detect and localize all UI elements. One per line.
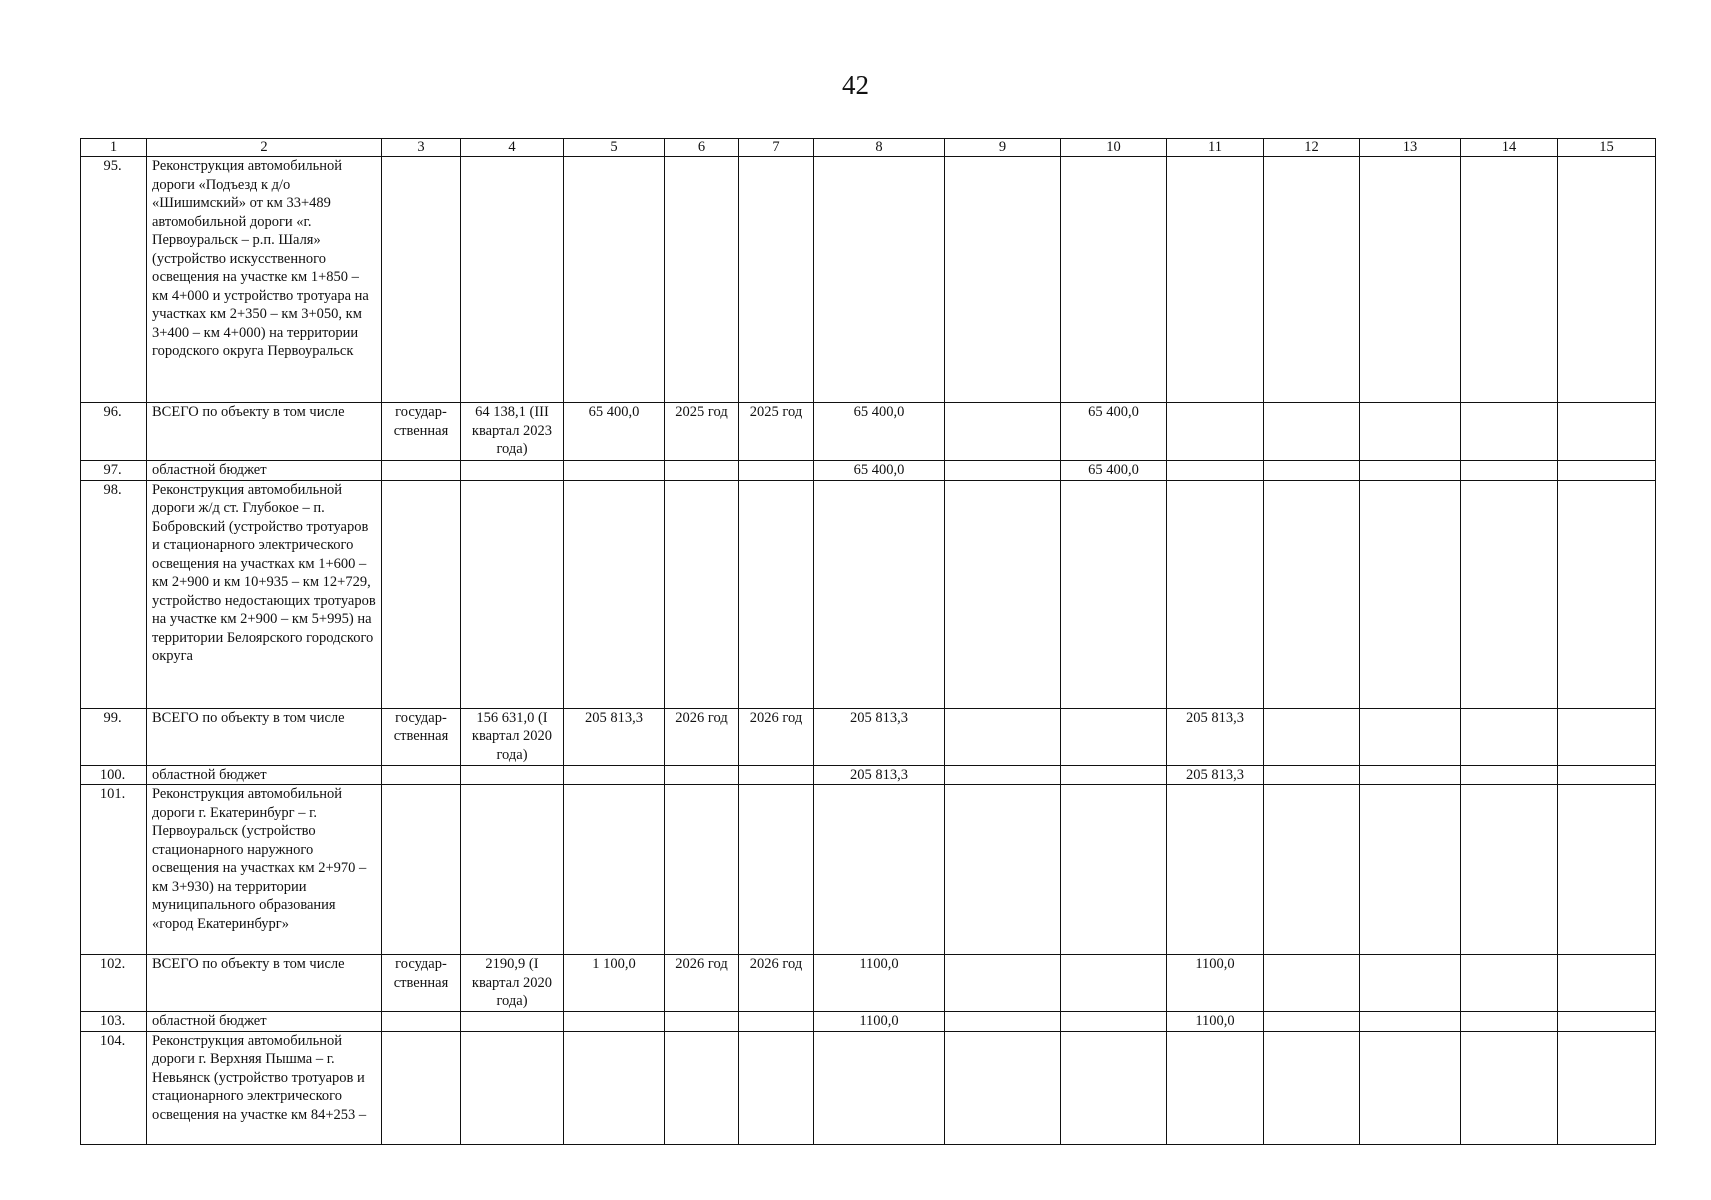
cell-col-15: [1558, 708, 1656, 765]
cell-object-name: Реконструкция автомобильной дороги «Подъезд к д/о «Шишимский» от км 33+489 автомобильной дороги «г. Первоуральск – р.п. Шаля» (устройство искусственного освещения на участке км 1+850 – км 4+000 и устройство тротуара на участках км 2+350 – км 3+050, км 3+400 – км 4+000) на территории городского округа Первоуральск: [147, 157, 382, 403]
cell-end-year: [739, 1012, 814, 1032]
cell-object-name: ВСЕГО по объекту в том числе: [147, 955, 382, 1012]
cell-start-year: 2026 год: [665, 708, 739, 765]
column-header-11: 11: [1167, 139, 1264, 157]
cell-end-year: 2026 год: [739, 955, 814, 1012]
table-row: [81, 1031, 1656, 1144]
cell-col-15: [1558, 461, 1656, 481]
cell-cost-total: [564, 1012, 665, 1032]
cell-col-9: [945, 1031, 1061, 1144]
cell-row-number: 101.: [81, 785, 147, 955]
cell-col-10: 65 400,0: [1061, 461, 1167, 481]
cell-end-year: [739, 480, 814, 708]
header-row: [81, 139, 1656, 157]
cell-col-12: [1264, 708, 1360, 765]
cell-col-15: [1558, 785, 1656, 955]
cell-end-year: 2025 год: [739, 403, 814, 461]
cell-col-15: [1558, 955, 1656, 1012]
cell-row-number: 98.: [81, 480, 147, 708]
cell-ownership-form: [382, 461, 461, 481]
cell-ownership-form: государ-ственная: [382, 708, 461, 765]
cell-col-13: [1360, 708, 1461, 765]
cell-col-10: 65 400,0: [1061, 403, 1167, 461]
cell-col-8: 205 813,3: [814, 708, 945, 765]
cell-col-13: [1360, 480, 1461, 708]
cell-row-number: 96.: [81, 403, 147, 461]
cell-estimated-cost: [461, 461, 564, 481]
cell-row-number: 99.: [81, 708, 147, 765]
cell-col-13: [1360, 1012, 1461, 1032]
cell-start-year: [665, 461, 739, 481]
column-header-6: 6: [665, 139, 739, 157]
cell-col-10: [1061, 765, 1167, 785]
cell-col-10: [1061, 785, 1167, 955]
cell-col-8: [814, 157, 945, 403]
cell-col-13: [1360, 955, 1461, 1012]
cell-row-number: 95.: [81, 157, 147, 403]
cell-col-11: 1100,0: [1167, 1012, 1264, 1032]
cell-cost-total: [564, 765, 665, 785]
data-table: [80, 138, 1656, 1145]
cell-col-9: [945, 157, 1061, 403]
cell-start-year: [665, 785, 739, 955]
cell-col-14: [1461, 1031, 1558, 1144]
cell-col-8: 205 813,3: [814, 765, 945, 785]
cell-col-10: [1061, 1031, 1167, 1144]
cell-end-year: 2026 год: [739, 708, 814, 765]
cell-cost-total: [564, 480, 665, 708]
cell-estimated-cost: 2190,9 (I квартал 2020 года): [461, 955, 564, 1012]
cell-col-9: [945, 480, 1061, 708]
cell-col-13: [1360, 157, 1461, 403]
cell-col-10: [1061, 708, 1167, 765]
cell-col-13: [1360, 785, 1461, 955]
column-header-5: 5: [564, 139, 665, 157]
cell-col-13: [1360, 1031, 1461, 1144]
column-header-7: 7: [739, 139, 814, 157]
cell-estimated-cost: [461, 157, 564, 403]
column-header-4: 4: [461, 139, 564, 157]
column-header-9: 9: [945, 139, 1061, 157]
cell-col-11: [1167, 1031, 1264, 1144]
table-row: [81, 785, 1656, 955]
column-header-10: 10: [1061, 139, 1167, 157]
cell-object-name: Реконструкция автомобильной дороги ж/д ст. Глубокое – п. Бобровский (устройство тротуаров и стационарного электрического освещения на участках км 1+600 – км 2+900 и км 10+935 – км 12+729, устройство недостающих тротуаров на участке км 2+900 – км 5+995) на территории Белоярского городского округа: [147, 480, 382, 708]
cell-col-8: 1100,0: [814, 955, 945, 1012]
table-row: [81, 403, 1656, 461]
table-row: [81, 765, 1656, 785]
cell-cost-total: 1 100,0: [564, 955, 665, 1012]
cell-col-9: [945, 765, 1061, 785]
cell-row-number: 100.: [81, 765, 147, 785]
cell-estimated-cost: 64 138,1 (III квартал 2023 года): [461, 403, 564, 461]
cell-col-11: [1167, 480, 1264, 708]
cell-ownership-form: [382, 765, 461, 785]
column-header-8: 8: [814, 139, 945, 157]
cell-start-year: [665, 1012, 739, 1032]
cell-col-9: [945, 461, 1061, 481]
cell-ownership-form: [382, 480, 461, 708]
cell-ownership-form: [382, 1031, 461, 1144]
cell-row-number: 97.: [81, 461, 147, 481]
cell-cost-total: [564, 157, 665, 403]
cell-estimated-cost: 156 631,0 (I квартал 2020 года): [461, 708, 564, 765]
cell-cost-total: [564, 1031, 665, 1144]
cell-col-14: [1461, 461, 1558, 481]
cell-object-name: ВСЕГО по объекту в том числе: [147, 403, 382, 461]
column-header-1: 1: [81, 139, 147, 157]
table-row: [81, 157, 1656, 403]
cell-start-year: 2025 год: [665, 403, 739, 461]
cell-start-year: [665, 765, 739, 785]
cell-col-14: [1461, 403, 1558, 461]
cell-col-12: [1264, 765, 1360, 785]
cell-object-name: ВСЕГО по объекту в том числе: [147, 708, 382, 765]
cell-col-12: [1264, 403, 1360, 461]
cell-col-9: [945, 708, 1061, 765]
cell-end-year: [739, 1031, 814, 1144]
cell-col-10: [1061, 157, 1167, 403]
cell-col-10: [1061, 1012, 1167, 1032]
table-row: [81, 480, 1656, 708]
cell-object-name: областной бюджет: [147, 461, 382, 481]
cell-col-14: [1461, 708, 1558, 765]
cell-estimated-cost: [461, 480, 564, 708]
cell-col-15: [1558, 403, 1656, 461]
cell-col-9: [945, 1012, 1061, 1032]
cell-col-12: [1264, 461, 1360, 481]
cell-row-number: 103.: [81, 1012, 147, 1032]
cell-cost-total: 65 400,0: [564, 403, 665, 461]
cell-ownership-form: государ-ственная: [382, 955, 461, 1012]
cell-col-11: [1167, 461, 1264, 481]
column-header-12: 12: [1264, 139, 1360, 157]
cell-col-13: [1360, 765, 1461, 785]
cell-col-15: [1558, 765, 1656, 785]
cell-col-10: [1061, 955, 1167, 1012]
cell-col-14: [1461, 480, 1558, 708]
cell-row-number: 104.: [81, 1031, 147, 1144]
cell-col-12: [1264, 480, 1360, 708]
cell-col-12: [1264, 785, 1360, 955]
cell-col-11: [1167, 785, 1264, 955]
cell-col-12: [1264, 955, 1360, 1012]
cell-col-8: [814, 785, 945, 955]
cell-col-14: [1461, 785, 1558, 955]
cell-col-8: 65 400,0: [814, 403, 945, 461]
cell-col-14: [1461, 157, 1558, 403]
cell-col-11: 205 813,3: [1167, 708, 1264, 765]
cell-col-8: [814, 480, 945, 708]
cell-ownership-form: [382, 1012, 461, 1032]
cell-object-name: областной бюджет: [147, 1012, 382, 1032]
cell-ownership-form: [382, 157, 461, 403]
cell-start-year: [665, 480, 739, 708]
cell-col-15: [1558, 1012, 1656, 1032]
cell-start-year: [665, 157, 739, 403]
cell-col-11: 205 813,3: [1167, 765, 1264, 785]
cell-col-15: [1558, 157, 1656, 403]
cell-start-year: 2026 год: [665, 955, 739, 1012]
column-header-2: 2: [147, 139, 382, 157]
cell-col-14: [1461, 955, 1558, 1012]
cell-col-11: [1167, 157, 1264, 403]
cell-estimated-cost: [461, 1012, 564, 1032]
cell-col-8: 65 400,0: [814, 461, 945, 481]
cell-col-10: [1061, 480, 1167, 708]
cell-col-14: [1461, 765, 1558, 785]
cell-col-14: [1461, 1012, 1558, 1032]
cell-end-year: [739, 461, 814, 481]
column-header-15: 15: [1558, 139, 1656, 157]
cell-ownership-form: [382, 785, 461, 955]
cell-col-11: 1100,0: [1167, 955, 1264, 1012]
cell-object-name: Реконструкция автомобильной дороги г. Верхняя Пышма – г. Невьянск (устройство тротуаров и стационарного электрического освещения на участке км 84+253 –: [147, 1031, 382, 1144]
cell-col-11: [1167, 403, 1264, 461]
cell-estimated-cost: [461, 785, 564, 955]
cell-col-8: 1100,0: [814, 1012, 945, 1032]
column-header-3: 3: [382, 139, 461, 157]
column-header-14: 14: [1461, 139, 1558, 157]
cell-row-number: 102.: [81, 955, 147, 1012]
cell-col-9: [945, 785, 1061, 955]
cell-col-9: [945, 955, 1061, 1012]
table-row: [81, 955, 1656, 1012]
cell-estimated-cost: [461, 1031, 564, 1144]
cell-object-name: Реконструкция автомобильной дороги г. Екатеринбург – г. Первоуральск (устройство стационарного наружного освещения на участках км 2+970 – км 3+930) на территории муниципального образования «город Екатеринбург»: [147, 785, 382, 955]
cell-cost-total: [564, 785, 665, 955]
page-number: 42: [842, 70, 869, 100]
cell-start-year: [665, 1031, 739, 1144]
cell-col-13: [1360, 461, 1461, 481]
cell-col-15: [1558, 1031, 1656, 1144]
cell-end-year: [739, 157, 814, 403]
cell-col-9: [945, 403, 1061, 461]
cell-col-12: [1264, 1031, 1360, 1144]
cell-col-12: [1264, 1012, 1360, 1032]
cell-col-12: [1264, 157, 1360, 403]
cell-end-year: [739, 785, 814, 955]
cell-cost-total: 205 813,3: [564, 708, 665, 765]
cell-col-13: [1360, 403, 1461, 461]
cell-cost-total: [564, 461, 665, 481]
column-header-13: 13: [1360, 139, 1461, 157]
table-row: [81, 1012, 1656, 1032]
cell-estimated-cost: [461, 765, 564, 785]
cell-col-8: [814, 1031, 945, 1144]
cell-object-name: областной бюджет: [147, 765, 382, 785]
table-row: [81, 708, 1656, 765]
table-row: [81, 461, 1656, 481]
cell-ownership-form: государ-ственная: [382, 403, 461, 461]
cell-col-15: [1558, 480, 1656, 708]
cell-end-year: [739, 765, 814, 785]
